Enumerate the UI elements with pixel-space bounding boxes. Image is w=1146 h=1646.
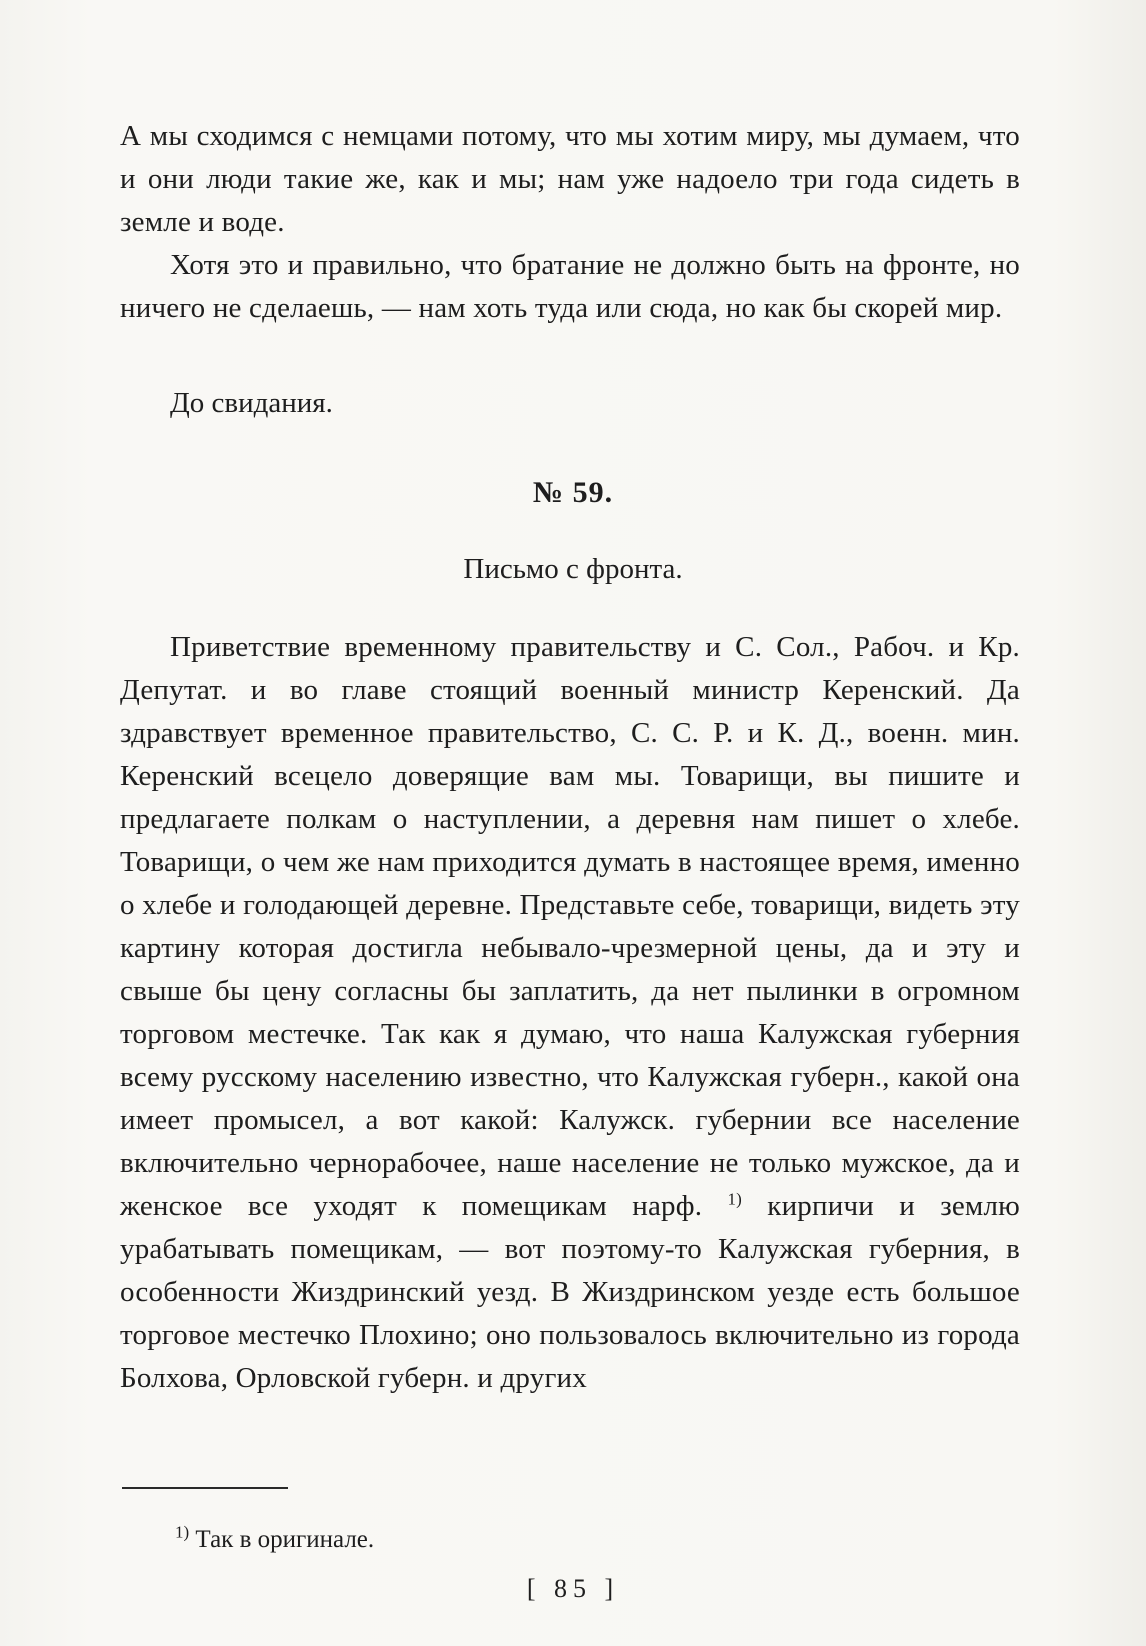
footnote-divider bbox=[122, 1487, 288, 1489]
letter-body bbox=[120, 626, 1020, 1400]
continued-letter-text bbox=[120, 115, 1020, 330]
footnote-reference: 1) bbox=[727, 1189, 743, 1209]
body-text-part-1: Приветствие временному правительству и С. Сол., Рабоч. и Кр. Депутат. и во главе стоящий военный министр Керенский. Да здравствует временное правительство, С. С. Р. и К. Д., военн. мин. Керенский всецело доверящие вам мы. Товарищи, вы пишите и предлагаете полкам о наступлении, а деревня нам пишет о хлебе. Товарищи, о чем же нам приходится думать в настоящее время, именно о хлебе и голодающей деревне. Представьте себе, товарищи, видеть эту картину которая достигла небывало-чрезмерной цены, да и эту и свыше бы цену согласны бы заплатить, да нет пылинки в огромном торговом местечке. Так как я думаю, что наша Калужская губерния всему русскому населению известно, что Калужская губерн., какой она имеет промысел, а вот какой: Калужск. губернии все население включительно чернорабочее, наше население не только мужское, да и женское все уходят к помещикам нарф. bbox=[120, 631, 1020, 1222]
paragraph: А мы сходимся с немцами потому, что мы хотим миру, мы думаем, что и они люди такие же, как и мы; нам уже надоело три года сидеть в земле и воде. bbox=[120, 120, 1020, 238]
farewell-line: До свидания. bbox=[170, 387, 333, 419]
document-title: Письмо с фронта. bbox=[463, 553, 683, 585]
footnote-text: Так в оригинале. bbox=[195, 1526, 375, 1553]
body-text-part-2: кирпичи и землю урабатывать помещикам, — вот поэтому-то Калужская губерния, в особенности Жиздринский уезд. В Жиздринском уезде есть большое торговое местечко Плохино; оно пользовалось включительно из города Болхова, Орловской губерн. и других bbox=[120, 1190, 1021, 1394]
footnote-marker: 1) bbox=[175, 1522, 190, 1542]
footnote bbox=[175, 1523, 374, 1557]
page-number: [ 85 ] bbox=[526, 1574, 620, 1603]
document-number-heading: № 59. bbox=[532, 476, 614, 509]
paragraph bbox=[120, 626, 1020, 1400]
paragraph: Хотя это и правильно, что братание не должно быть на фронте, но ничего не сделаешь, — нам хоть туда или сюда, но как бы скорей мир. bbox=[120, 249, 1020, 324]
